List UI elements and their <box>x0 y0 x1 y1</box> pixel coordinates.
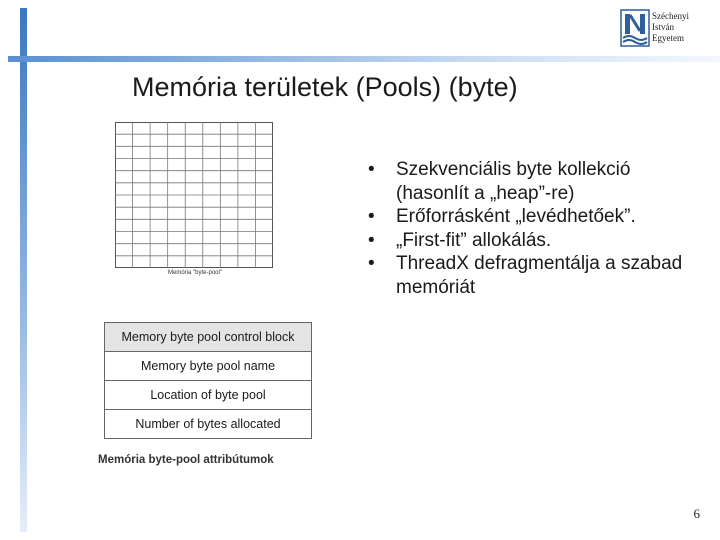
bullet-icon: • <box>368 206 375 227</box>
bullet-item <box>368 158 698 205</box>
bullet-text: Erőforrásként „levédhetőek”. <box>396 206 636 227</box>
grid-figure-caption: Memória "byte-pool" <box>168 270 222 276</box>
university-logo <box>620 7 710 51</box>
left-accent-bar <box>20 8 27 532</box>
table-row-pool-location: Location of byte pool <box>105 380 311 409</box>
slide-title: Memória területek (Pools) (byte) <box>132 72 518 102</box>
pool-attributes-table <box>104 322 312 439</box>
bullet-icon: • <box>368 229 375 251</box>
logo-line-3: Egyetem <box>652 33 684 43</box>
logo-line-1: Széchenyi <box>652 11 689 21</box>
table-row-control-block: Memory byte pool control block <box>105 323 311 351</box>
bullet-icon: • <box>368 159 375 180</box>
logo-line-2: István <box>652 22 674 32</box>
table-caption: Memória byte-pool attribútumok <box>98 454 274 466</box>
byte-pool-grid-figure <box>115 122 273 268</box>
bullet-text: ThreadX defragmentálja a szabad memóriát <box>396 253 683 298</box>
bullet-text: Szekvenciális byte kollekció (hasonlít a „heap”-re) <box>396 159 631 204</box>
logo-text <box>652 11 689 44</box>
table-row-pool-name: Memory byte pool name <box>105 351 311 380</box>
bullet-text: „First-fit” allokálás. <box>396 229 552 251</box>
bullet-item <box>368 252 698 299</box>
bullet-icon: • <box>368 253 375 274</box>
bullet-item <box>368 229 698 253</box>
page-number: 6 <box>693 506 700 521</box>
bullet-item <box>368 205 698 229</box>
university-logo-icon <box>620 9 650 47</box>
top-accent-bar <box>8 56 720 62</box>
bullet-list <box>368 158 698 299</box>
table-row-bytes-allocated: Number of bytes allocated <box>105 409 311 438</box>
